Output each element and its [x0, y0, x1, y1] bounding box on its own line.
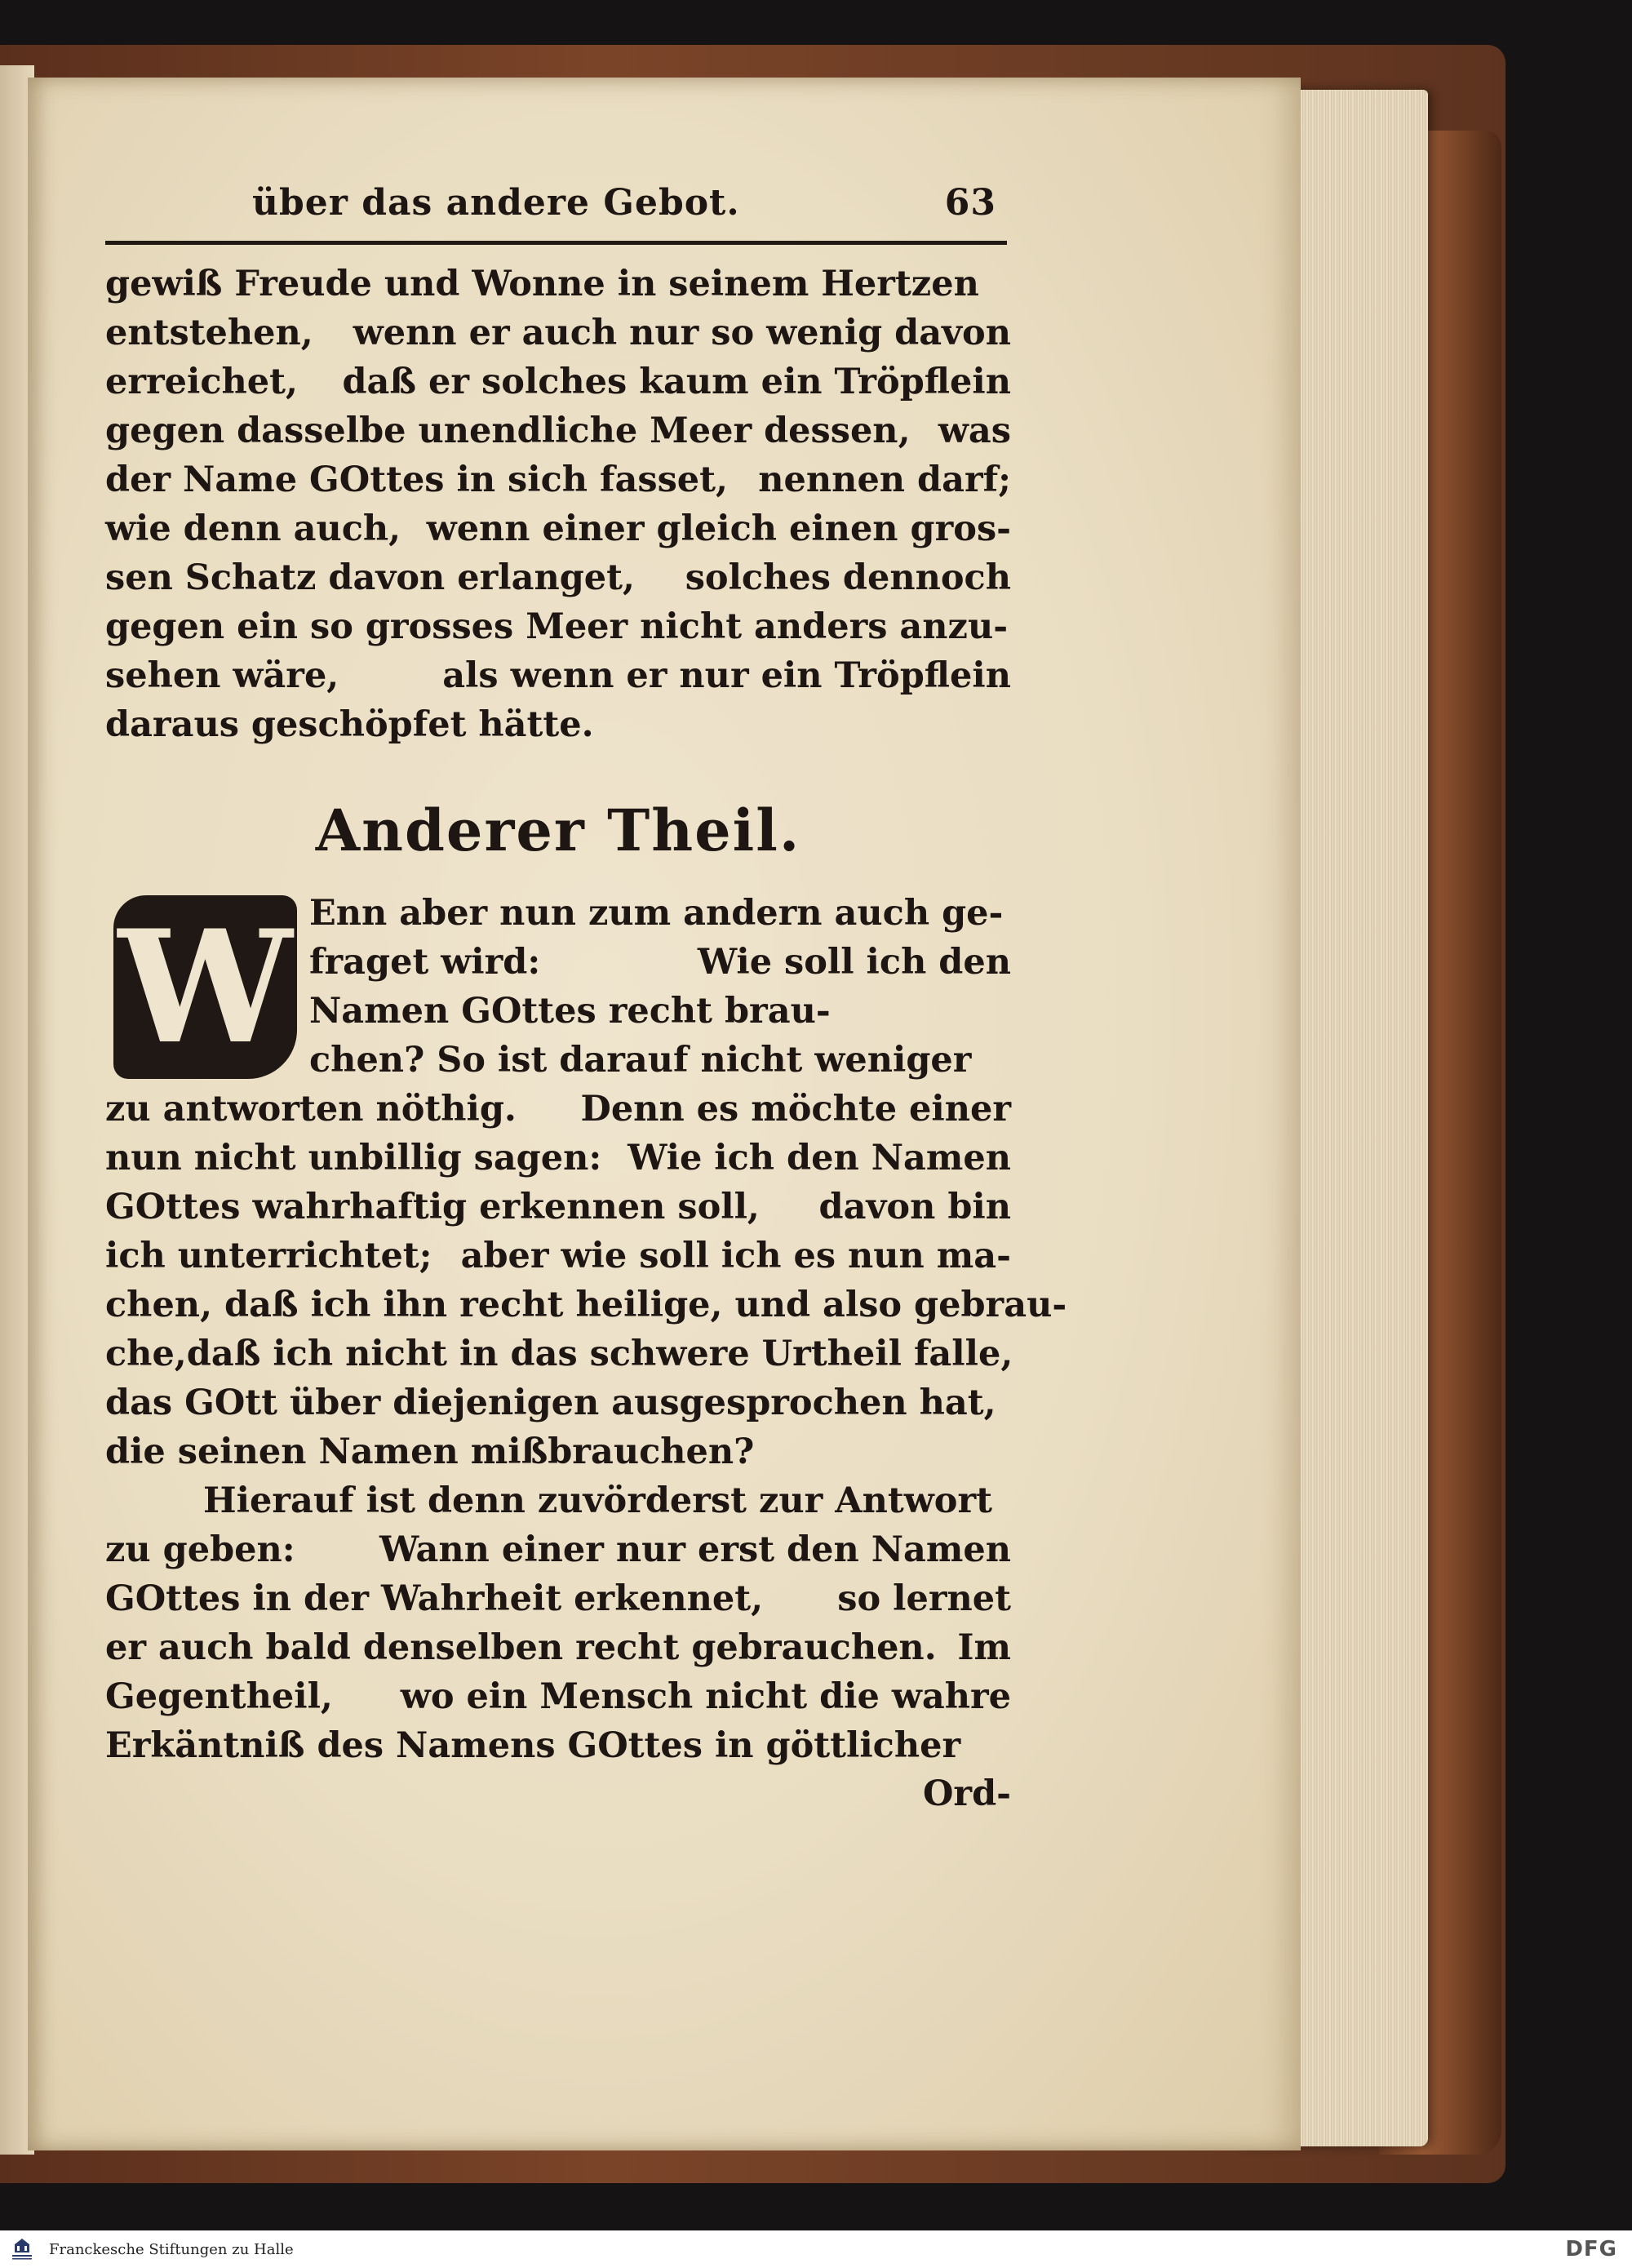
text-segment: daraus geschöpfet hätte. [105, 704, 594, 745]
paragraph-one [105, 1085, 1067, 1476]
top-paragraph-line [105, 406, 1011, 455]
text-segment: Namen GOttes recht brau- [309, 991, 831, 1032]
section-heading: Anderer Theil. [315, 797, 801, 864]
text-segment: entstehen, [105, 313, 313, 353]
institution-logo-icon [8, 2235, 36, 2263]
paragraph-two-line [105, 1721, 1011, 1770]
text-segment: wie denn auch, [105, 508, 401, 549]
text-segment: chen? So ist darauf nicht weniger [309, 1040, 972, 1081]
page-text [105, 175, 1067, 1814]
dfg-logo: DFG [1565, 2237, 1617, 2261]
text-segment: die seinen Namen mißbrauchen? [105, 1431, 755, 1472]
decorated-initial: W [113, 895, 297, 1079]
text-segment: ich unterrichtet; [105, 1236, 432, 1276]
paragraph-two-line [105, 1672, 1011, 1721]
text-segment: daß ich nicht in das schwere Urtheil falle, [186, 1334, 1013, 1374]
text-segment: gegen ein so grosses Meer nicht anders anzu- [105, 606, 1009, 647]
paragraph-one-line [105, 1378, 1011, 1427]
text-segment: so lernet [837, 1578, 1011, 1619]
top-paragraph-line [105, 357, 1011, 406]
paragraph-two [105, 1476, 1011, 1770]
top-paragraph-line [105, 700, 1011, 749]
text-segment: Denn es möchte einer [580, 1089, 1011, 1130]
initial-block [105, 889, 1011, 1085]
text-segment: zu geben: [105, 1529, 295, 1570]
top-paragraph-line [105, 455, 1011, 504]
text-segment: das GOtt über diejenigen ausgesprochen hat, [105, 1383, 996, 1423]
text-segment: nun nicht unbillig sagen: [105, 1138, 602, 1178]
text-segment: chen, daß ich ihn recht heilige, und also gebrau- [105, 1285, 1067, 1325]
paragraph-one-line [105, 1232, 1011, 1280]
text-segment: was [938, 411, 1011, 451]
paragraph-two-line [105, 1525, 1011, 1574]
paragraph-one-line [105, 1280, 1067, 1329]
paragraph-two-line [105, 1476, 1011, 1525]
text-segment: wenn er auch nur so wenig davon [353, 313, 1011, 353]
text-segment: sehen wäre, [105, 655, 339, 696]
text-segment: Enn aber nun zum andern auch ge- [309, 893, 1004, 934]
text-segment: fraget wird: [309, 942, 541, 983]
text-segment: GOttes in der Wahrheit erkennet, [105, 1578, 764, 1619]
text-segment: erreichet, [105, 362, 298, 402]
text-segment: der Name GOttes in sich fasset, [105, 459, 728, 500]
footer-bar [0, 2230, 1632, 2268]
text-segment: GOttes wahrhaftig erkennen soll, [105, 1187, 760, 1227]
top-paragraph [105, 260, 1011, 749]
running-head [105, 175, 1011, 233]
paragraph-one-line [105, 1134, 1011, 1183]
text-segment: Wie soll ich den [697, 942, 1011, 983]
text-segment: davon bin [818, 1187, 1011, 1227]
text-segment: zu antworten nöthig. [105, 1089, 517, 1130]
paragraph-one-line [105, 1085, 1011, 1134]
text-segment: daß er solches kaum ein Tröpflein [342, 362, 1011, 402]
footer-source: Franckesche Stiftungen zu Halle [49, 2240, 294, 2258]
paragraph-one-line [105, 1329, 1011, 1378]
text-segment: aber wie soll ich es nun ma- [460, 1236, 1011, 1276]
text-segment: solches dennoch [685, 557, 1011, 598]
text-segment: er auch bald denselben recht gebrauchen. [105, 1627, 937, 1668]
text-segment: wo ein Mensch nicht die wahre [400, 1676, 1011, 1717]
top-paragraph-line [105, 651, 1011, 700]
text-segment: che, [105, 1334, 187, 1374]
book-page [28, 78, 1301, 2150]
top-paragraph-line [105, 260, 1011, 308]
paragraph-one-line [105, 1427, 1011, 1476]
text-segment: nennen darf; [758, 459, 1011, 500]
running-title: über das andere Gebot. [252, 182, 740, 224]
text-segment: wenn einer gleich einen gros- [426, 508, 1011, 549]
text-segment: Gegentheil, [105, 1676, 333, 1717]
text-segment: Erkäntniß des Namens GOttes in göttlicher [105, 1725, 961, 1766]
top-paragraph-line [105, 602, 1011, 651]
text-segment: Im [957, 1627, 1011, 1668]
text-segment: Hierauf ist denn zuvörderst zur Antwort [203, 1480, 992, 1521]
paragraph-two-line [105, 1574, 1011, 1623]
paragraph-one-line [105, 1183, 1011, 1232]
catchword: Ord- [922, 1773, 1011, 1814]
text-segment: als wenn er nur ein Tröpflein [442, 655, 1011, 696]
top-paragraph-line [105, 504, 1011, 553]
text-segment: gegen dasselbe unendliche Meer dessen, [105, 411, 911, 451]
text-segment: sen Schatz davon erlanget, [105, 557, 635, 598]
text-segment: Wann einer nur erst den Namen [379, 1529, 1011, 1570]
header-rule [105, 241, 1007, 250]
top-paragraph-line [105, 308, 1011, 357]
text-segment: gewiß Freude und Wonne in seinem Hertzen [105, 264, 979, 304]
top-paragraph-line [105, 553, 1011, 602]
paragraph-two-line [105, 1623, 1011, 1672]
text-segment: Wie ich den Namen [628, 1138, 1011, 1178]
page-number: 63 [944, 182, 996, 224]
